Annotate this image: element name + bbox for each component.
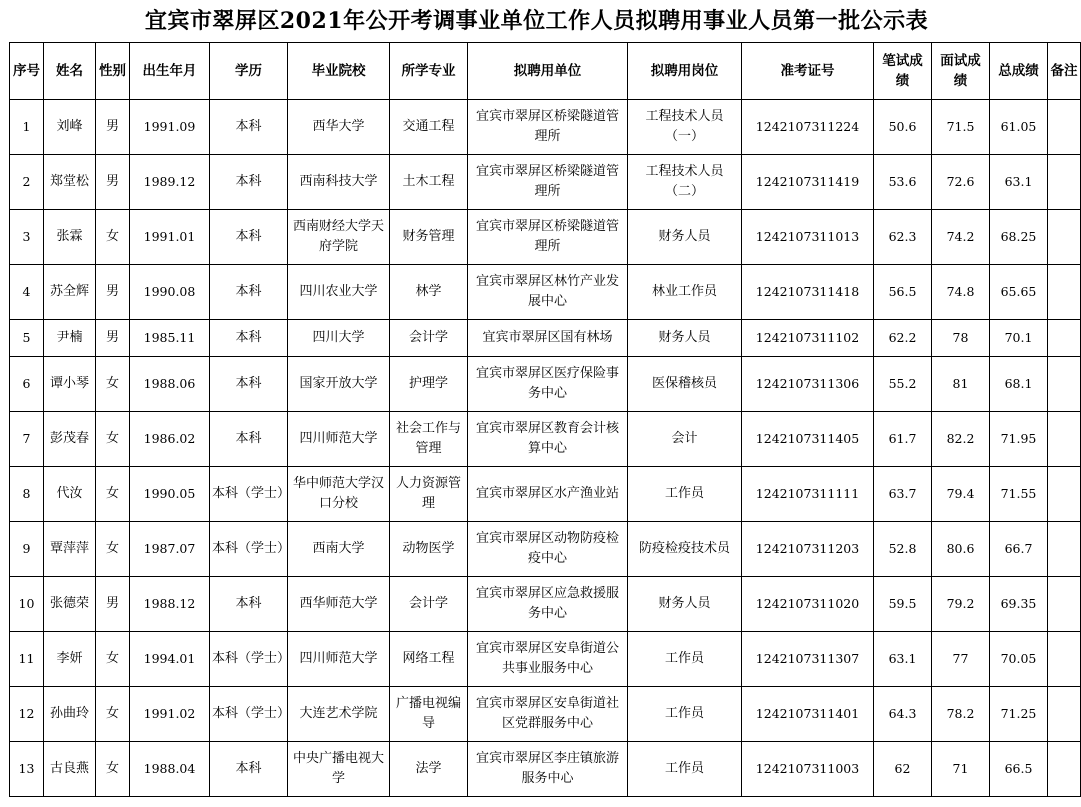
header-col-birth: 出生年月: [130, 43, 210, 100]
cell-written-score: 64.3: [874, 687, 932, 742]
cell-major: 土木工程: [390, 155, 468, 210]
cell-total-score: 70.1: [990, 320, 1048, 357]
cell-total-score: 63.1: [990, 155, 1048, 210]
cell-unit: 宜宾市翠屏区李庄镇旅游服务中心: [468, 742, 628, 797]
cell-ticket: 1242107311307: [742, 632, 874, 687]
cell-major: 广播电视编导: [390, 687, 468, 742]
cell-remark: [1048, 742, 1081, 797]
cell-index: 10: [10, 577, 44, 632]
cell-remark: [1048, 467, 1081, 522]
cell-unit: 宜宾市翠屏区国有林场: [468, 320, 628, 357]
cell-written-score: 62.3: [874, 210, 932, 265]
table-row: [10, 577, 1081, 632]
cell-gender: 女: [96, 522, 130, 577]
cell-ticket: 1242107311111: [742, 467, 874, 522]
cell-education: 本科: [210, 265, 288, 320]
cell-written-score: 59.5: [874, 577, 932, 632]
cell-school: 华中师范大学汉口分校: [288, 467, 390, 522]
cell-unit: 宜宾市翠屏区桥梁隧道管理所: [468, 155, 628, 210]
cell-ticket: 1242107311224: [742, 100, 874, 155]
cell-ticket: 1242107311020: [742, 577, 874, 632]
cell-remark: [1048, 320, 1081, 357]
table-row: [10, 320, 1081, 357]
cell-gender: 男: [96, 265, 130, 320]
page-title: 宜宾市翠屏区2021年公开考调事业单位工作人员拟聘用事业人员第一批公示表: [144, 8, 929, 34]
cell-education: 本科: [210, 320, 288, 357]
cell-index: 13: [10, 742, 44, 797]
table-row: [10, 155, 1081, 210]
cell-index: 2: [10, 155, 44, 210]
cell-position: 防疫检疫技术员: [628, 522, 742, 577]
cell-gender: 女: [96, 687, 130, 742]
header-col-total-score: 总成绩: [990, 43, 1048, 100]
cell-remark: [1048, 210, 1081, 265]
cell-position: 财务人员: [628, 210, 742, 265]
cell-position: 林业工作员: [628, 265, 742, 320]
cell-ticket: 1242107311401: [742, 687, 874, 742]
cell-name: 郑堂松: [44, 155, 96, 210]
cell-gender: 女: [96, 467, 130, 522]
cell-birth: 1991.01: [130, 210, 210, 265]
cell-unit: 宜宾市翠屏区应急救援服务中心: [468, 577, 628, 632]
cell-education: 本科: [210, 155, 288, 210]
cell-gender: 男: [96, 320, 130, 357]
cell-interview-score: 79.2: [932, 577, 990, 632]
cell-total-score: 68.25: [990, 210, 1048, 265]
cell-remark: [1048, 522, 1081, 577]
cell-school: 西南大学: [288, 522, 390, 577]
announcement-table: [9, 42, 1081, 797]
header-col-education: 学历: [210, 43, 288, 100]
cell-index: 3: [10, 210, 44, 265]
cell-birth: 1991.09: [130, 100, 210, 155]
header-col-gender: 性别: [96, 43, 130, 100]
cell-major: 财务管理: [390, 210, 468, 265]
cell-gender: 女: [96, 632, 130, 687]
cell-total-score: 69.35: [990, 577, 1048, 632]
cell-written-score: 63.7: [874, 467, 932, 522]
cell-ticket: 1242107311102: [742, 320, 874, 357]
header-col-written-score: 笔试成绩: [874, 43, 932, 100]
cell-major: 人力资源管理: [390, 467, 468, 522]
cell-index: 1: [10, 100, 44, 155]
cell-interview-score: 74.2: [932, 210, 990, 265]
cell-written-score: 55.2: [874, 357, 932, 412]
cell-ticket: 1242107311419: [742, 155, 874, 210]
header-col-position: 拟聘用岗位: [628, 43, 742, 100]
cell-major: 动物医学: [390, 522, 468, 577]
cell-index: 6: [10, 357, 44, 412]
cell-school: 西南财经大学天府学院: [288, 210, 390, 265]
cell-total-score: 65.65: [990, 265, 1048, 320]
table-row: [10, 632, 1081, 687]
cell-total-score: 66.7: [990, 522, 1048, 577]
cell-education: 本科（学士）: [210, 522, 288, 577]
cell-birth: 1988.12: [130, 577, 210, 632]
cell-total-score: 68.1: [990, 357, 1048, 412]
cell-school: 西华师范大学: [288, 577, 390, 632]
cell-interview-score: 71.5: [932, 100, 990, 155]
cell-education: 本科（学士）: [210, 687, 288, 742]
cell-birth: 1990.05: [130, 467, 210, 522]
header-col-name: 姓名: [44, 43, 96, 100]
cell-education: 本科: [210, 100, 288, 155]
cell-unit: 宜宾市翠屏区安阜街道公共事业服务中心: [468, 632, 628, 687]
cell-ticket: 1242107311013: [742, 210, 874, 265]
cell-birth: 1990.08: [130, 265, 210, 320]
table-row: [10, 742, 1081, 797]
cell-name: 古良燕: [44, 742, 96, 797]
cell-education: 本科: [210, 577, 288, 632]
cell-written-score: 50.6: [874, 100, 932, 155]
cell-name: 孙曲玲: [44, 687, 96, 742]
cell-interview-score: 82.2: [932, 412, 990, 467]
cell-name: 苏全辉: [44, 265, 96, 320]
header-col-remark: 备注: [1048, 43, 1081, 100]
cell-position: 工作员: [628, 632, 742, 687]
cell-name: 尹楠: [44, 320, 96, 357]
cell-position: 财务人员: [628, 577, 742, 632]
cell-birth: 1988.06: [130, 357, 210, 412]
header-col-school: 毕业院校: [288, 43, 390, 100]
cell-unit: 宜宾市翠屏区安阜街道社区党群服务中心: [468, 687, 628, 742]
cell-school: 四川师范大学: [288, 632, 390, 687]
cell-gender: 女: [96, 357, 130, 412]
header-col-major: 所学专业: [390, 43, 468, 100]
cell-unit: 宜宾市翠屏区教育会计核算中心: [468, 412, 628, 467]
cell-name: 李妍: [44, 632, 96, 687]
cell-position: 医保稽核员: [628, 357, 742, 412]
cell-remark: [1048, 412, 1081, 467]
header-col-ticket: 准考证号: [742, 43, 874, 100]
cell-position: 工作员: [628, 467, 742, 522]
cell-written-score: 52.8: [874, 522, 932, 577]
cell-education: 本科（学士）: [210, 632, 288, 687]
cell-interview-score: 80.6: [932, 522, 990, 577]
cell-school: 四川师范大学: [288, 412, 390, 467]
cell-written-score: 53.6: [874, 155, 932, 210]
cell-total-score: 71.95: [990, 412, 1048, 467]
cell-birth: 1989.12: [130, 155, 210, 210]
table-row: [10, 100, 1081, 155]
cell-birth: 1987.07: [130, 522, 210, 577]
cell-school: 西南科技大学: [288, 155, 390, 210]
cell-birth: 1988.04: [130, 742, 210, 797]
cell-gender: 女: [96, 210, 130, 265]
cell-birth: 1985.11: [130, 320, 210, 357]
cell-total-score: 71.55: [990, 467, 1048, 522]
cell-ticket: 1242107311003: [742, 742, 874, 797]
table-row: [10, 467, 1081, 522]
cell-gender: 男: [96, 577, 130, 632]
cell-index: 7: [10, 412, 44, 467]
cell-unit: 宜宾市翠屏区动物防疫检疫中心: [468, 522, 628, 577]
cell-major: 林学: [390, 265, 468, 320]
cell-index: 8: [10, 467, 44, 522]
cell-written-score: 63.1: [874, 632, 932, 687]
cell-education: 本科: [210, 210, 288, 265]
cell-remark: [1048, 577, 1081, 632]
cell-remark: [1048, 265, 1081, 320]
cell-index: 5: [10, 320, 44, 357]
cell-birth: 1994.01: [130, 632, 210, 687]
cell-written-score: 56.5: [874, 265, 932, 320]
cell-gender: 女: [96, 412, 130, 467]
cell-interview-score: 72.6: [932, 155, 990, 210]
cell-position: 工作员: [628, 687, 742, 742]
cell-interview-score: 71: [932, 742, 990, 797]
cell-major: 网络工程: [390, 632, 468, 687]
table-row: [10, 265, 1081, 320]
cell-major: 会计学: [390, 320, 468, 357]
cell-ticket: 1242107311306: [742, 357, 874, 412]
header-col-unit: 拟聘用单位: [468, 43, 628, 100]
table-row: [10, 357, 1081, 412]
cell-name: 谭小琴: [44, 357, 96, 412]
cell-unit: 宜宾市翠屏区林竹产业发展中心: [468, 265, 628, 320]
cell-major: 会计学: [390, 577, 468, 632]
table-row: [10, 687, 1081, 742]
cell-position: 工程技术人员（二）: [628, 155, 742, 210]
cell-education: 本科: [210, 412, 288, 467]
cell-written-score: 62: [874, 742, 932, 797]
cell-remark: [1048, 100, 1081, 155]
cell-written-score: 61.7: [874, 412, 932, 467]
cell-interview-score: 78: [932, 320, 990, 357]
table-body: [10, 100, 1081, 797]
cell-total-score: 70.05: [990, 632, 1048, 687]
cell-interview-score: 78.2: [932, 687, 990, 742]
cell-interview-score: 77: [932, 632, 990, 687]
cell-total-score: 61.05: [990, 100, 1048, 155]
cell-school: 四川大学: [288, 320, 390, 357]
cell-index: 11: [10, 632, 44, 687]
cell-school: 国家开放大学: [288, 357, 390, 412]
cell-unit: 宜宾市翠屏区水产渔业站: [468, 467, 628, 522]
cell-gender: 男: [96, 100, 130, 155]
cell-major: 护理学: [390, 357, 468, 412]
cell-position: 工程技术人员（一）: [628, 100, 742, 155]
cell-index: 9: [10, 522, 44, 577]
cell-interview-score: 81: [932, 357, 990, 412]
cell-education: 本科: [210, 357, 288, 412]
header-col-index: 序号: [10, 43, 44, 100]
header-col-interview-score: 面试成绩: [932, 43, 990, 100]
cell-unit: 宜宾市翠屏区桥梁隧道管理所: [468, 100, 628, 155]
table-row: [10, 522, 1081, 577]
cell-ticket: 1242107311418: [742, 265, 874, 320]
cell-school: 大连艺术学院: [288, 687, 390, 742]
table-row: [10, 412, 1081, 467]
cell-remark: [1048, 357, 1081, 412]
cell-position: 财务人员: [628, 320, 742, 357]
cell-school: 中央广播电视大学: [288, 742, 390, 797]
cell-birth: 1986.02: [130, 412, 210, 467]
table-row: [10, 210, 1081, 265]
cell-total-score: 66.5: [990, 742, 1048, 797]
cell-remark: [1048, 687, 1081, 742]
cell-interview-score: 79.4: [932, 467, 990, 522]
cell-unit: 宜宾市翠屏区医疗保险事务中心: [468, 357, 628, 412]
cell-birth: 1991.02: [130, 687, 210, 742]
cell-ticket: 1242107311405: [742, 412, 874, 467]
cell-name: 张霖: [44, 210, 96, 265]
cell-education: 本科（学士）: [210, 467, 288, 522]
cell-name: 覃萍萍: [44, 522, 96, 577]
cell-name: 代汝: [44, 467, 96, 522]
header-row: [10, 43, 1081, 100]
cell-school: 四川农业大学: [288, 265, 390, 320]
cell-written-score: 62.2: [874, 320, 932, 357]
cell-unit: 宜宾市翠屏区桥梁隧道管理所: [468, 210, 628, 265]
cell-major: 法学: [390, 742, 468, 797]
cell-remark: [1048, 632, 1081, 687]
cell-ticket: 1242107311203: [742, 522, 874, 577]
cell-position: 工作员: [628, 742, 742, 797]
cell-gender: 女: [96, 742, 130, 797]
cell-interview-score: 74.8: [932, 265, 990, 320]
cell-major: 交通工程: [390, 100, 468, 155]
cell-index: 12: [10, 687, 44, 742]
cell-remark: [1048, 155, 1081, 210]
cell-major: 社会工作与管理: [390, 412, 468, 467]
cell-position: 会计: [628, 412, 742, 467]
cell-name: 刘峰: [44, 100, 96, 155]
cell-school: 西华大学: [288, 100, 390, 155]
cell-gender: 男: [96, 155, 130, 210]
cell-name: 张德荣: [44, 577, 96, 632]
cell-total-score: 71.25: [990, 687, 1048, 742]
cell-index: 4: [10, 265, 44, 320]
cell-name: 彭茂春: [44, 412, 96, 467]
cell-education: 本科: [210, 742, 288, 797]
